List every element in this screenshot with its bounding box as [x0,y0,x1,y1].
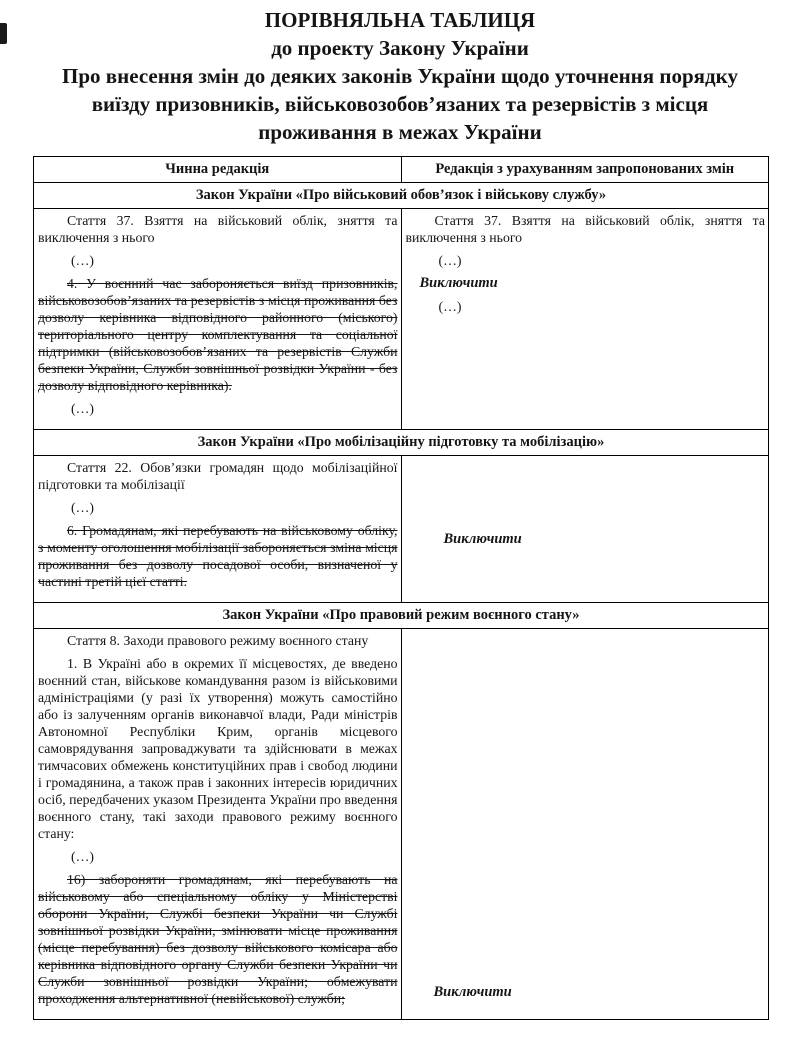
article-heading: Стаття 37. Взяття на військовий облік, зняття та виключення з нього [405,213,765,245]
law-section-row [34,603,769,629]
scan-edge-artifact [0,23,7,44]
comparison-table [33,156,769,1020]
proposed-version-cell-article-37 [401,209,769,430]
proposed-version-cell-article-8 [401,629,769,1020]
current-version-cell-article-8 [34,629,402,1020]
ellipsis-placeholder: (…) [438,253,462,268]
ellipsis-placeholder: (…) [71,253,94,268]
law-section-row [34,430,769,456]
article-heading: Стаття 37. Взяття на військовий облік, зняття та виключення з нього [38,213,398,245]
current-version-cell-article-22 [34,456,402,603]
ellipsis-placeholder: (…) [71,401,94,416]
title-line-main: ПОРІВНЯЛЬНА ТАБЛИЦЯ [264,8,536,32]
column-header-current-version: Чинна редакція [34,157,402,183]
title-line-law-name-1: Про внесення змін до деяких законів України щодо уточнення порядку [62,64,738,88]
title-line-subtitle: до проекту Закону України [271,36,529,60]
exclude-directive: Виключити [419,275,498,291]
exclude-directive: Виключити [433,984,512,1000]
ellipsis-placeholder: (…) [438,299,462,314]
column-header-proposed-version: Редакція з урахуванням запропонованих змін [401,157,769,183]
article-heading: Стаття 8. Заходи правового режиму воєнного стану [67,633,369,648]
law-section-title-mobilization: Закон України «Про мобілізаційну підготовку та мобілізацію» [34,430,769,456]
article-heading: Стаття 22. Обов’язки громадян щодо мобілізаційної підготовки та мобілізації [38,460,398,492]
law-section-title-military-duty: Закон України «Про військовий обов’язок і військову службу» [34,183,769,209]
ellipsis-placeholder: (…) [71,849,94,864]
header-row [34,157,769,183]
title-line-law-name-3: проживання в межах України [258,120,542,144]
title-line-law-name-2: виїзду призовників, військовозобов’язаних та резервістів з місця [91,92,709,116]
article-provision: 1. В Україні або в окремих її місцевостях, де введено воєнний стан, військове командування разом із військовими адміністраціями (у разі їх утворення) можуть самостійно або із залученням органів виконавчої влади, Ради міністрів Автономної Республіки Крим, органів місцевого самоврядування запроваджувати та здійснювати в межах тимчасових обмежень конституційних прав і свобод людини і громадянина, а також прав і законних інтересів юридичних осіб, передбачених указом Президента України про введення воєнного стану, такі заходи правового режиму воєнного стану: [38,656,398,841]
table-row [34,456,769,603]
comparison-table-header [34,157,769,183]
stricken-provision: 4. У воєнний час забороняється виїзд призовників, військовозобов’язаних та резервістів з місця проживання без дозволу керівника відповідного районного (міського) територіального центру комплектування та соціальної підтримки (військовозобов’язаних та резервістів Служби безпеки України, Служби зовнішньої розвідки України - без дозволу відповідного керівника). [38,276,398,393]
stricken-provision: 16) забороняти громадянам, які перебувають на військовому або спеціальному обліку у Міністерстві оборони України, Службі безпеки України чи Службі зовнішньої розвідки України, змінювати місце проживання (місце перебування) без дозволу військового комісара або керівника відповідного органу Служби безпеки України чи Служби зовнішньої розвідки України; обмежувати проходження альтернативної (невійськової) служби; [38,872,398,1006]
law-section-row [34,183,769,209]
stricken-provision: 6. Громадянам, які перебувають на військовому обліку, з моменту оголошення мобілізації забороняється зміна місця проживання без дозволу посадової особи, визначеної у частині третій цієї статті. [38,523,398,589]
document-title [0,6,800,146]
law-section-title-martial-law: Закон України «Про правовий режим воєнного стану» [34,603,769,629]
table-row [34,629,769,1020]
current-version-cell-article-37 [34,209,402,430]
proposed-version-cell-article-22 [401,456,769,603]
table-row [34,209,769,430]
exclude-directive: Виключити [443,531,522,547]
ellipsis-placeholder: (…) [71,500,94,515]
